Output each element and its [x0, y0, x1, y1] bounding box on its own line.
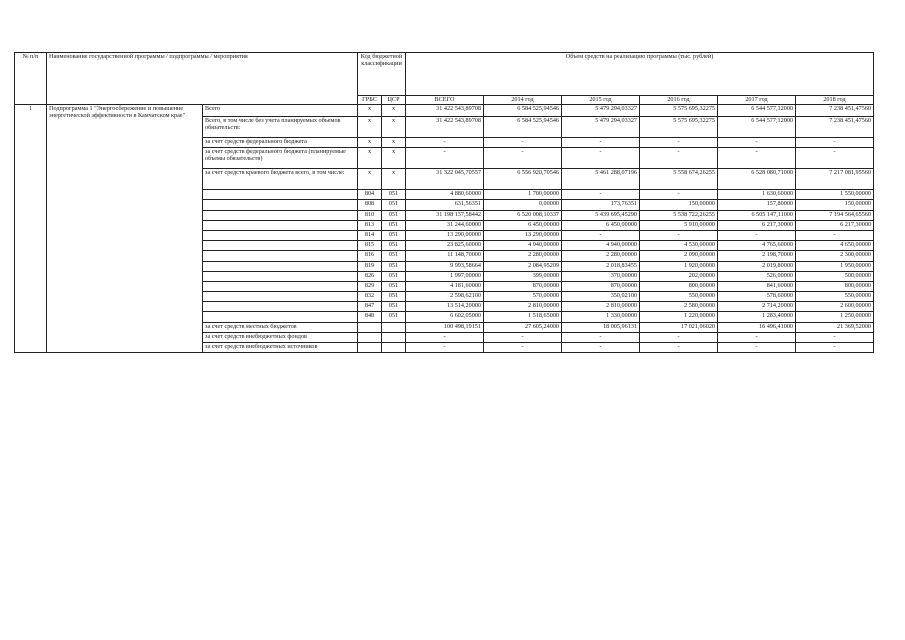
row-value-2018: -	[796, 138, 874, 148]
row-value-2016: -	[640, 343, 718, 353]
row-csr: 051	[382, 261, 406, 271]
row-value-2014: 27 605,24000	[484, 322, 562, 332]
row-value-2015: 6 450,00000	[562, 220, 640, 230]
row-value-2014: 2 280,00000	[484, 251, 562, 261]
row-value-2014: 6 584 525,94546	[484, 105, 562, 117]
row-desc	[203, 271, 358, 281]
row-csr: 051	[382, 230, 406, 240]
row-value-2017: 6 528 080,71000	[718, 169, 796, 190]
row-desc	[203, 312, 358, 322]
row-csr: 051	[382, 292, 406, 302]
row-value-2015: 18 005,96131	[562, 322, 640, 332]
row-value-2016: -	[640, 230, 718, 240]
row-grbs: 848	[358, 312, 382, 322]
row-desc	[203, 190, 358, 200]
row-csr: 051	[382, 271, 406, 281]
col-header-2017: 2017 год	[718, 96, 796, 105]
budget-table	[14, 52, 874, 353]
row-value-2017: 6 544 577,12000	[718, 117, 796, 138]
row-value-2016: 5 538 722,26255	[640, 210, 718, 220]
row-value-2016: 5 910,00000	[640, 220, 718, 230]
row-value-2015: -	[562, 190, 640, 200]
row-value-2018: 500,00000	[796, 271, 874, 281]
row-grbs: 810	[358, 210, 382, 220]
row-value-2016: 202,00000	[640, 271, 718, 281]
row-value-total: 31 244,60000	[406, 220, 484, 230]
row-value-2016: 2 090,00000	[640, 251, 718, 261]
row-value-2015: -	[562, 148, 640, 169]
row-value-2014: 4 940,00000	[484, 241, 562, 251]
row-value-2015: 370,00000	[562, 271, 640, 281]
row-value-total: 2 598,62100	[406, 292, 484, 302]
row-value-2014: 870,00000	[484, 281, 562, 291]
row-grbs	[358, 332, 382, 342]
row-value-2014: 6 520 008,10337	[484, 210, 562, 220]
table-header-row	[15, 53, 874, 96]
row-desc	[203, 210, 358, 220]
row-value-2017: 526,00000	[718, 271, 796, 281]
row-desc	[203, 302, 358, 312]
row-value-2016: -	[640, 190, 718, 200]
row-desc: за счет средств местных бюджетов	[203, 322, 358, 332]
row-value-2016: 1 220,00000	[640, 312, 718, 322]
row-grbs: 804	[358, 190, 382, 200]
row-grbs: x	[358, 105, 382, 117]
row-value-2016: -	[640, 148, 718, 169]
row-value-2014: 6 556 920,70546	[484, 169, 562, 190]
row-grbs: x	[358, 148, 382, 169]
col-header-2016: 2016 год	[640, 96, 718, 105]
row-csr: 051	[382, 210, 406, 220]
row-value-2018: -	[796, 230, 874, 240]
row-csr: 051	[382, 190, 406, 200]
col-header-code: Код бюджетной классификации	[358, 53, 406, 96]
row-value-total: 100 498,19151	[406, 322, 484, 332]
row-value-2014: -	[484, 138, 562, 148]
row-value-total: 4 181,60000	[406, 281, 484, 291]
row-value-2015: 2 810,00000	[562, 302, 640, 312]
row-value-2018: 1 550,00000	[796, 190, 874, 200]
row-value-2017: 2 714,20000	[718, 302, 796, 312]
row-value-2017: -	[718, 138, 796, 148]
row-value-2018: 2 600,00000	[796, 302, 874, 312]
row-desc: за счет средств внебюджетных источников	[203, 343, 358, 353]
row-grbs: 813	[358, 220, 382, 230]
row-desc: Всего, в том числе без учета планируемых объемов обязательств:	[203, 117, 358, 138]
row-value-total: 31 198 137,58442	[406, 210, 484, 220]
row-value-2015: 870,00000	[562, 281, 640, 291]
col-header-2015: 2015 год	[562, 96, 640, 105]
row-desc: за счет средств федерального бюджета (планируемые объемы обязательств)	[203, 148, 358, 169]
row-value-2018: 1 250,00000	[796, 312, 874, 322]
table-row	[15, 105, 874, 117]
row-value-2017: 6 505 147,11000	[718, 210, 796, 220]
row-value-total: 6 602,05000	[406, 312, 484, 322]
row-value-2017: 1 630,60000	[718, 190, 796, 200]
row-csr: 051	[382, 302, 406, 312]
col-header-csr: ЦСР	[382, 96, 406, 105]
row-csr: x	[382, 117, 406, 138]
row-value-2014: 1 518,65000	[484, 312, 562, 322]
row-value-total: 31 422 543,89708	[406, 117, 484, 138]
row-grbs: x	[358, 169, 382, 190]
row-csr: x	[382, 169, 406, 190]
row-value-2018: 21 369,52000	[796, 322, 874, 332]
row-value-2018: 7 238 451,47560	[796, 117, 874, 138]
row-value-2017: 2 019,80000	[718, 261, 796, 271]
col-header-volume: Объем средств на реализацию программы (тыс. рублей)	[406, 53, 874, 96]
row-grbs	[358, 343, 382, 353]
row-value-total: 31 322 045,70557	[406, 169, 484, 190]
row-grbs: 832	[358, 292, 382, 302]
program-number: 1	[15, 105, 47, 353]
row-csr: x	[382, 148, 406, 169]
row-desc: за счет средств внебюджетных фондов	[203, 332, 358, 342]
row-value-2015: 2 280,00000	[562, 251, 640, 261]
row-value-2014: 1 700,00000	[484, 190, 562, 200]
row-value-2016: -	[640, 138, 718, 148]
row-value-2015: -	[562, 343, 640, 353]
row-desc	[203, 261, 358, 271]
row-value-2017: -	[718, 343, 796, 353]
row-value-total: -	[406, 148, 484, 169]
row-value-2015: 2 018,83455	[562, 261, 640, 271]
row-desc	[203, 281, 358, 291]
row-value-2018: 1 950,00000	[796, 261, 874, 271]
row-value-2018: -	[796, 332, 874, 342]
row-value-2014: 0,00000	[484, 200, 562, 210]
row-desc	[203, 251, 358, 261]
row-csr	[382, 322, 406, 332]
row-value-2017: -	[718, 230, 796, 240]
col-header-grbs: ГРБС	[358, 96, 382, 105]
row-value-2014: -	[484, 332, 562, 342]
row-csr: 051	[382, 312, 406, 322]
row-value-2018: 800,00000	[796, 281, 874, 291]
row-value-2017: 578,60000	[718, 292, 796, 302]
row-value-total: 23 825,60000	[406, 241, 484, 251]
row-value-2017: -	[718, 332, 796, 342]
row-csr: 051	[382, 200, 406, 210]
col-header-total: ВСЕГО	[406, 96, 484, 105]
row-csr: 051	[382, 220, 406, 230]
row-value-2018: 4 650,00000	[796, 241, 874, 251]
row-desc	[203, 292, 358, 302]
row-value-2016: 5 575 695,32275	[640, 117, 718, 138]
row-value-2014: 399,00000	[484, 271, 562, 281]
row-desc	[203, 200, 358, 210]
row-grbs: 826	[358, 271, 382, 281]
row-csr: 051	[382, 241, 406, 251]
row-desc: за счет средств краевого бюджета всего, в том числе:	[203, 169, 358, 190]
row-desc	[203, 241, 358, 251]
row-csr: x	[382, 138, 406, 148]
row-value-2014: 13 290,00000	[484, 230, 562, 240]
row-value-total: -	[406, 138, 484, 148]
row-grbs: 816	[358, 251, 382, 261]
row-value-2017: 841,60000	[718, 281, 796, 291]
row-value-2018: 7 238 451,47560	[796, 105, 874, 117]
row-value-2014: -	[484, 148, 562, 169]
row-value-2014: 570,00000	[484, 292, 562, 302]
row-value-2016: 1 920,00000	[640, 261, 718, 271]
row-value-2015: -	[562, 332, 640, 342]
row-value-2015: 5 479 294,03327	[562, 117, 640, 138]
row-value-2014: 2 084,95209	[484, 261, 562, 271]
row-value-2018: 7 194 564,65560	[796, 210, 874, 220]
row-value-2018: 150,00000	[796, 200, 874, 210]
row-value-2015: 173,76351	[562, 200, 640, 210]
row-value-2016: -	[640, 332, 718, 342]
row-value-total: 11 148,70000	[406, 251, 484, 261]
row-value-2018: 6 217,30000	[796, 220, 874, 230]
row-grbs: 814	[358, 230, 382, 240]
row-grbs: 829	[358, 281, 382, 291]
row-value-2014: 6 450,00000	[484, 220, 562, 230]
row-value-2016: 550,00000	[640, 292, 718, 302]
table-body	[15, 105, 874, 353]
row-csr: 051	[382, 281, 406, 291]
row-value-2018: -	[796, 148, 874, 169]
row-value-2018: 550,00000	[796, 292, 874, 302]
row-grbs: 808	[358, 200, 382, 210]
row-value-total: 1 997,00000	[406, 271, 484, 281]
row-value-2014: 2 810,00000	[484, 302, 562, 312]
row-grbs: x	[358, 138, 382, 148]
row-value-2015: 1 330,00000	[562, 312, 640, 322]
row-csr	[382, 332, 406, 342]
row-value-2017: 4 765,60000	[718, 241, 796, 251]
row-value-2016: 2 580,00000	[640, 302, 718, 312]
row-csr: x	[382, 105, 406, 117]
row-desc: за счет средств федерального бюджета	[203, 138, 358, 148]
row-value-2016: 17 021,06020	[640, 322, 718, 332]
row-value-total: 4 880,60000	[406, 190, 484, 200]
row-desc	[203, 220, 358, 230]
row-desc: Всего	[203, 105, 358, 117]
row-value-2015: 5 461 288,07196	[562, 169, 640, 190]
row-value-total: 631,56351	[406, 200, 484, 210]
row-grbs: 819	[358, 261, 382, 271]
row-value-2016: 150,00000	[640, 200, 718, 210]
row-value-2016: 5 575 695,32275	[640, 105, 718, 117]
row-value-total: 31 422 543,89708	[406, 105, 484, 117]
row-value-2015: 5 479 294,03327	[562, 105, 640, 117]
row-grbs: 847	[358, 302, 382, 312]
row-value-total: 9 993,58664	[406, 261, 484, 271]
row-value-2015: 5 439 695,45290	[562, 210, 640, 220]
row-value-2018: 7 217 081,95560	[796, 169, 874, 190]
row-csr	[382, 343, 406, 353]
col-header-2014: 2014 год	[484, 96, 562, 105]
row-value-2017: 6 544 577,12000	[718, 105, 796, 117]
row-value-2017: 1 283,40000	[718, 312, 796, 322]
row-value-2018: 2 300,00000	[796, 251, 874, 261]
row-grbs: 815	[358, 241, 382, 251]
row-value-2014: 6 584 525,94546	[484, 117, 562, 138]
row-value-2017: 16 496,41000	[718, 322, 796, 332]
row-value-total: -	[406, 343, 484, 353]
col-header-name: Наименование государственной программы / подпрограммы / мероприятия	[47, 53, 358, 105]
row-csr: 051	[382, 251, 406, 261]
row-value-2017: 6 217,30000	[718, 220, 796, 230]
row-value-2016: 800,00000	[640, 281, 718, 291]
row-value-2015: -	[562, 138, 640, 148]
row-value-2017: 2 198,70000	[718, 251, 796, 261]
program-name: Подпрограмма 1 "Энергосбережение и повышение энергетической эффективности в Камчатском крае"	[47, 105, 203, 353]
row-value-2015: 4 940,00000	[562, 241, 640, 251]
row-value-2016: 5 558 674,26255	[640, 169, 718, 190]
col-header-2018: 2018 год	[796, 96, 874, 105]
row-value-2017: -	[718, 148, 796, 169]
row-value-2017: 157,80000	[718, 200, 796, 210]
row-value-total: -	[406, 332, 484, 342]
row-value-2014: -	[484, 343, 562, 353]
row-value-2015: -	[562, 230, 640, 240]
row-grbs: x	[358, 117, 382, 138]
col-header-number: № п/п	[15, 53, 47, 105]
row-grbs	[358, 322, 382, 332]
row-value-total: 13 514,20000	[406, 302, 484, 312]
row-value-2015: 350,02100	[562, 292, 640, 302]
row-value-2018: -	[796, 343, 874, 353]
row-value-2016: 4 530,00000	[640, 241, 718, 251]
row-desc	[203, 230, 358, 240]
row-value-total: 13 290,00000	[406, 230, 484, 240]
